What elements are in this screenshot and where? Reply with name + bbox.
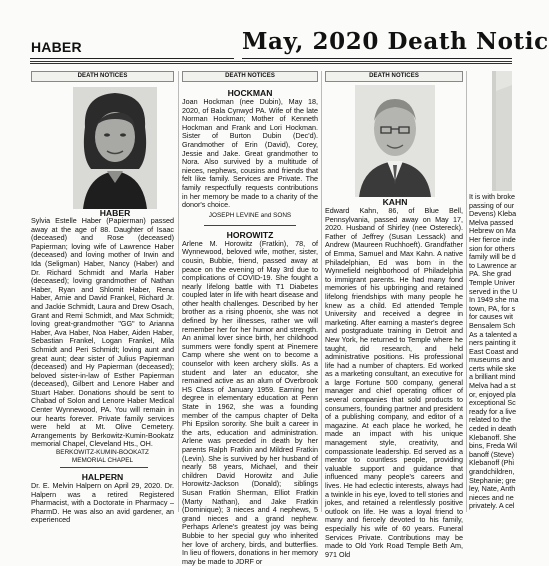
obituary-text-haber: Sylvia Estelle Haber (Papierman) passed away at the age of 88. Daughter of Isaac (deceased) and Rose (deceased) Papierman; loving wife of Lawrence Haber (deceased) and loving mother of Irwin and Ida (Seligman) Haber, Nancy (Haber) and Dr. Richard Schmidt and Marla Haber (deceased); loving grandmother of Nathan Haber, Ryan and Shlomit Haber, Rena Haber, Arnie and David Frankel, Richard Jr. and Jackie Schmidt, Laura and Drew Osach, Grant and Remi Schmidt, and Max Schmidt; loving great-grandmother "GG" to Arianna Haber, Ava Haber, Noa Haber, Aiden Haber, Sebastian Frankel, Logan Frankel, Mila Schmidt and Peri Schmidt; loving aunt and great aunt; dear sister of Julius Papierman (deceased) and Hy Papierman (deceased); beloved sister-in-law of Esther Papierman (deceased), Gilbert and Lenore Haber and Stuart Haber. Donations should be sent to Chabad of Solon and Lenore Haber Medical Center Wynnewood, PA. You will remain in our hearts forever. Private family services were held at Mt. Olive Cemetery. Arrangements by Berkowitz-Kumin-Bookatz memorial Chapel, Cleveland Hts., OH. bbox=[31, 216, 174, 449]
obituary-halpern bbox=[31, 472, 174, 525]
section-tab: DEATH NOTICES bbox=[182, 71, 318, 82]
text-line: ready for a live bbox=[469, 406, 517, 416]
obituary-klebanoff bbox=[469, 192, 519, 511]
text-line: Melva had a st bbox=[469, 381, 516, 391]
obituary-text-horowitz: Arlene M. Horowitz (Fratkin), 78, of Wynnewood, beloved wife, mother, sister, cousin, Bubbie, friend, passed away at peace on the evening of May 3rd due to complications of COVID-19. She fought a nearly lifelong battle with T1 Diabetes coupled later in life with heart disease and other health challenges. Described by her brother as a rising phoenix, she was not defined by her illnesses, rather we will remember her for her humor and strength. An animal lover since birth, her childhood summers were fondly spent at Pinemere Camp where she went on to become a counselor with keen archery skills. As a student and later an educator, she remained active as an alum of Overbrook HS Class of January 1959. Earning her degree in elementary education at Penn State in 1962, she was a founding member of the campus chapter of Delta Phi Epsilon sorority. She built a career in the arts, education and administration. Arlene was preceded in death by her parents Ralph Fratkin and Mildred Fratkin (Levin). She is survived by her husband of nearly 58 years, Michael, and their children David Horowitz and Julie Horowitz-Jackson (Donald); siblings Susan Fratkin Sherman, Elliot Fratkin (Marty Nathan), and Jake Fratkin (Dominique); 3 nieces and 4 nephews, 5 grand nieces and a grand nephew. Perhaps Arlene's greatest joy was being Bubbie to her special guy who inherited her love of archery, birds, and butterflies. In lieu of flowers, donations in her memory may be made to JDRF or bbox=[182, 238, 318, 566]
text-line: East Coast and bbox=[469, 346, 519, 356]
portrait-photo-haber bbox=[73, 87, 157, 209]
name-heading-horowitz: HOROWITZ bbox=[226, 229, 274, 240]
text-line: passing of our bbox=[469, 200, 515, 210]
signature-line: MEMORIAL CHAPEL bbox=[71, 457, 134, 465]
text-line: family will be d bbox=[469, 252, 516, 262]
text-line: exceptional Sc bbox=[469, 398, 516, 408]
text-line: museums and bbox=[469, 355, 515, 365]
text-line: town, PA, for s bbox=[469, 303, 516, 313]
masthead-rule-left bbox=[30, 58, 234, 59]
obituary-kahn bbox=[325, 207, 463, 559]
text-line: Bensalem Sch bbox=[469, 320, 516, 330]
name-heading-haber: HABER bbox=[99, 208, 131, 218]
text-line: As a talented a bbox=[469, 329, 517, 339]
text-line: Klebanoff. She bbox=[469, 432, 517, 442]
column-hockman-horowitz bbox=[182, 71, 318, 566]
column-divider bbox=[466, 71, 467, 512]
obituary-text-kahn: Edward Kahn, 86, of Blue Bell, Pennsylvania, passed away on May 17, 2020. Husband of Shirley (nee Ostereck). Father of Jeffrey (Susan Lessack) and Andrew (Maureen Ruchhoeft). Grandfather of Emma, Samuel and Max Kahn. A native Philadelphian, Ed was born in the Wynnefield neighborhood of Philadelphia to immigrant parents. He had many fond memories of his upbringing and retained lifelong friendships with many people he knew as a child. Ed attended Temple University and received a degree in marketing. After earning a master's degree and postgraduate training in Detroit and New York, he returned to Temple where he taught, did research, and held administrative positions. His professional life had a number of chapters. Ed worked as a marketing consultant, an executive for a large Fortune 500 company, general manager and chief operating officer of several companies that sold products to consumers, founding partner and president of a publishing company, and editor of a magazine. At each place he worked, he made an impact with his unique management style, creativity, and compassionate leadership. Ed served as a mentor to countless people, providing valuable support and guidance that influenced many people's careers and lives. He had eclectic interests, always had a twinkle in his eye, loved to tell stories and jokes, and retained a relentlessly positive outlook on life. He was a loyal friend to many and fiercely devoted to his family, especially his wife of 60 years. Funeral Services Private. Contributions may be made to Old York Road Temple Beth Am, 971 Old bbox=[325, 206, 463, 559]
obituary-text-hockman: Joan Hockman (nee Dubin), May 18, 2020, of Bala Cynwyd PA. Wife of the late Norman Hockman; Mother of Kenneth Hockman and Frank and Lori Hockman. Sister of Burton Dubin (Dec'd). Grandmother of Erin (David), Corey, Jessie and Jake. Great grandmother to Nora. Also survived by a multitude of nieces, nephews, cousins and friends that felt like family. Services are Private. The family respectfully requests contributions in her memory be made to a charity of the donor's choice. bbox=[182, 97, 318, 210]
masthead-double-rule bbox=[30, 61, 512, 64]
text-line: related to the bbox=[469, 415, 511, 425]
page-title: May, 2020 Death Notic bbox=[242, 28, 549, 55]
portrait-klebanoff-image bbox=[492, 71, 512, 191]
name-heading-halpern: HALPERN bbox=[81, 472, 124, 482]
text-line: served in the U bbox=[469, 286, 518, 296]
section-tab: DEATH NOTICES bbox=[325, 71, 463, 82]
portrait-kahn-image bbox=[355, 85, 435, 197]
column-haber bbox=[31, 71, 174, 82]
text-line: privately. A cel bbox=[469, 501, 515, 511]
name-heading-hockman: HOCKMAN bbox=[227, 88, 273, 98]
text-line: grandchildren, bbox=[469, 467, 515, 476]
text-line: Stephanie; gre bbox=[469, 475, 516, 485]
text-line: Her fierce inde bbox=[469, 234, 516, 244]
signature-line: JOSEPH LEVINE and SONS bbox=[208, 211, 292, 219]
signature-line: BERKOWITZ-KUMIN-BOOKATZ bbox=[56, 449, 149, 457]
column-kahn bbox=[325, 71, 463, 82]
separator-rule bbox=[204, 225, 296, 226]
text-line: to Lawrence ar bbox=[469, 260, 517, 270]
separator-rule bbox=[60, 467, 148, 468]
text-line: Hebrew on Ma bbox=[469, 226, 516, 236]
column-divider bbox=[178, 71, 179, 512]
portrait-photo-klebanoff bbox=[492, 71, 512, 191]
text-line: ley, Nate, Anth bbox=[469, 484, 516, 494]
portrait-photo-kahn bbox=[355, 85, 435, 197]
text-line: banoff (Steve) bbox=[469, 449, 515, 459]
text-line: nieces and ne bbox=[469, 492, 514, 502]
column-divider bbox=[321, 71, 322, 512]
text-line: It is with broke bbox=[469, 192, 515, 201]
text-line: ceded in death bbox=[469, 424, 517, 434]
obituary-hockman bbox=[182, 88, 318, 220]
text-line: a brilliant mind bbox=[469, 372, 516, 382]
text-line: Devens) Kleba bbox=[469, 209, 517, 219]
portrait-haber-image bbox=[73, 87, 157, 209]
obituary-horowitz bbox=[182, 230, 318, 566]
section-name: HABER bbox=[31, 39, 82, 55]
text-line: certs while ske bbox=[469, 363, 517, 373]
obituary-lines-klebanoff bbox=[469, 192, 519, 511]
text-line: sion for others bbox=[469, 243, 515, 253]
obituary-text-halpern: Dr. E. Melvin Halpern on April 29, 2020. Dr. Halpern was a retired Registered Pharmacist, with a Doctorate in Pharmacy – PharmD. He was also an avid gardener, an experienced bbox=[31, 481, 174, 525]
name-heading-kahn: KAHN bbox=[382, 197, 408, 207]
text-line: PA. She grad bbox=[469, 269, 512, 279]
text-line: Melva passed bbox=[469, 217, 514, 227]
text-line: Klebanoff (Phi bbox=[469, 458, 515, 468]
text-line: bins, Freda Wil bbox=[469, 441, 517, 451]
text-line: ners painting it bbox=[469, 338, 516, 348]
text-line: for causes wit bbox=[469, 312, 513, 322]
obituary-haber bbox=[31, 217, 174, 465]
text-line: Temple Univer bbox=[469, 277, 515, 287]
section-tab: DEATH NOTICES bbox=[31, 71, 174, 82]
text-line: or, enjoyed pla bbox=[469, 389, 516, 399]
masthead-rule-title bbox=[242, 58, 512, 59]
text-line: In 1949 she ma bbox=[469, 295, 519, 305]
